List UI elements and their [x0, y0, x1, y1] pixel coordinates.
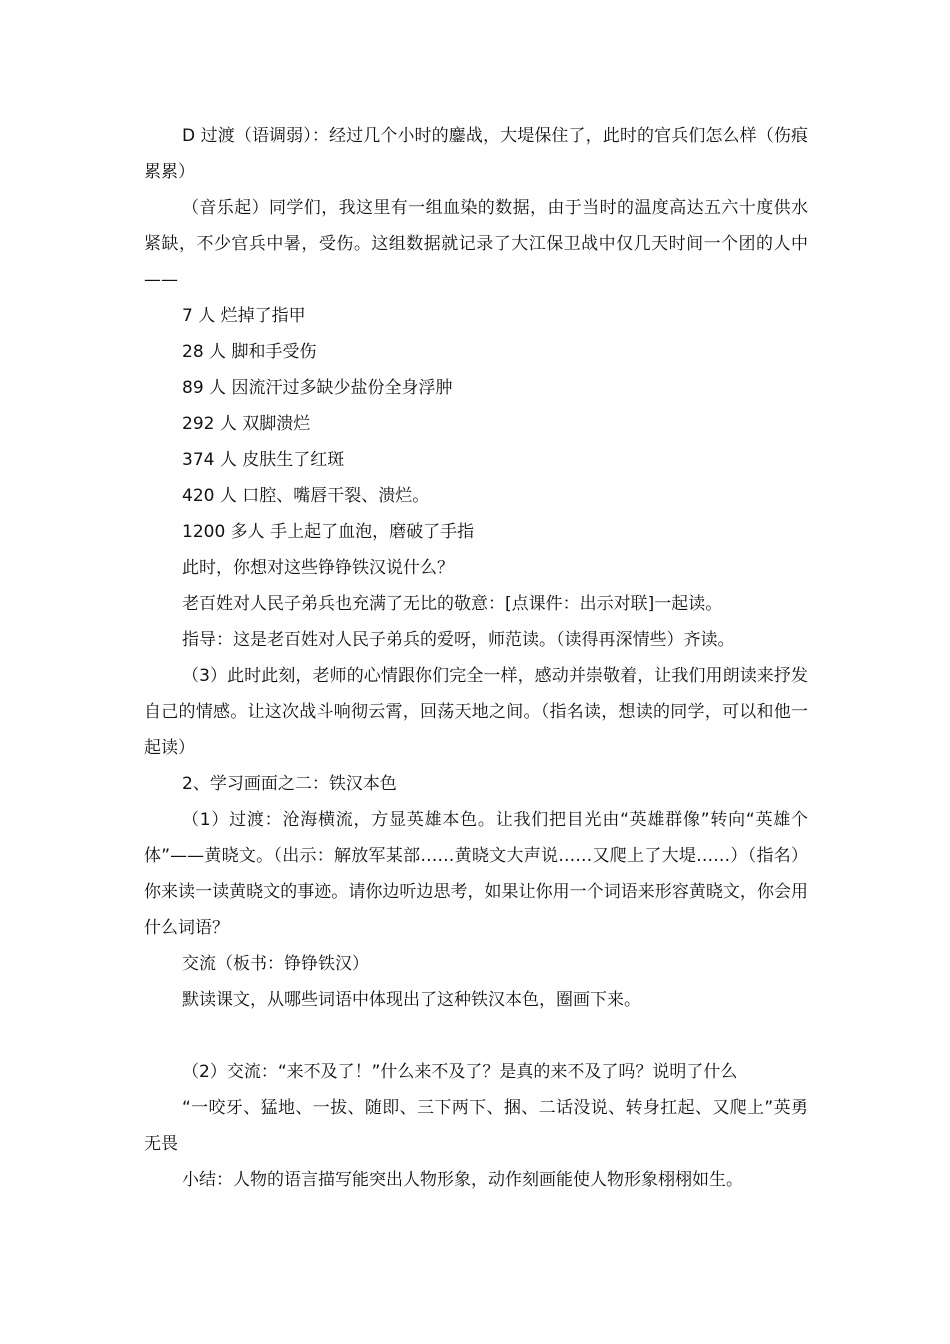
paragraph-step-2-exchange: （2）交流：“来不及了！”什么来不及了？是真的来不及了吗？说明了什么: [182, 1062, 738, 1082]
paragraph-music-data: （音乐起）同学们，我这里有一组血染的数据，由于当时的温度高达五六十度供水紧缺，不少官兵中暑，受伤。这组数据就记录了大江保卫战中仅几天时间一个团的人中——: [144, 198, 808, 290]
list-item-7: 7 人 烂掉了指甲: [182, 306, 306, 326]
list-item-28: 28 人 脚和手受伤: [182, 342, 317, 362]
paragraph-exchange-board: 交流（板书：铮铮铁汉）: [182, 954, 369, 974]
paragraph-guidance: 指导：这是老百姓对人民子弟兵的爱呀，师范读。（读得再深情些）齐读。: [182, 630, 735, 650]
section-heading-2: 2、学习画面之二：铁汉本色: [182, 774, 397, 794]
paragraph-step-3: （3）此时此刻，老师的心情跟你们完全一样，感动并崇敬着，让我们用朗读来抒发自己的情感。让这次战斗响彻云霄，回荡天地之间。（指名读，想读的同学，可以和他一起读）: [144, 666, 808, 758]
paragraph-summary: 小结：人物的语言描写能突出人物形象，动作刻画能使人物形象栩栩如生。: [182, 1170, 743, 1190]
list-item-374: 374 人 皮肤生了红斑: [182, 450, 345, 470]
paragraph-step-1-transition: （1）过渡：沧海横流，方显英雄本色。让我们把目光由“英雄群像”转向“英雄个体”——黄晓文。（出示：解放军某部……黄晓文大声说……又爬上了大堤……）（指名）你来读一读黄晓文的事迹。请你边听边思考，如果让你用一个词语来形容黄晓文，你会用什么词语？: [144, 810, 808, 938]
list-item-1200: 1200 多人 手上起了血泡，磨破了手指: [182, 522, 475, 542]
list-item-89: 89 人 因流汗过多缺少盐份全身浮肿: [182, 378, 453, 398]
paragraph-key-words: “一咬牙、猛地、一拔、随即、三下两下、捆、二话没说、转身扛起、又爬上”英勇无畏: [144, 1098, 808, 1154]
paragraph-silent-reading: 默读课文，从哪些词语中体现出了这种铁汉本色，圈画下来。: [182, 990, 641, 1010]
list-item-292: 292 人 双脚溃烂: [182, 414, 311, 434]
list-item-420: 420 人 口腔、嘴唇干裂、溃烂。: [182, 486, 430, 506]
paragraph-transition-d: D 过渡（语调弱）：经过几个小时的鏖战，大堤保住了，此时的官兵们怎么样（伤痕累累）: [144, 126, 808, 182]
document-page: [144, 118, 808, 1198]
paragraph-couplet: 老百姓对人民子弟兵也充满了无比的敬意：[点课件：出示对联]一起读。: [182, 594, 723, 614]
blank-line: [144, 1018, 808, 1054]
paragraph-question: 此时，你想对这些铮铮铁汉说什么？: [182, 558, 454, 578]
